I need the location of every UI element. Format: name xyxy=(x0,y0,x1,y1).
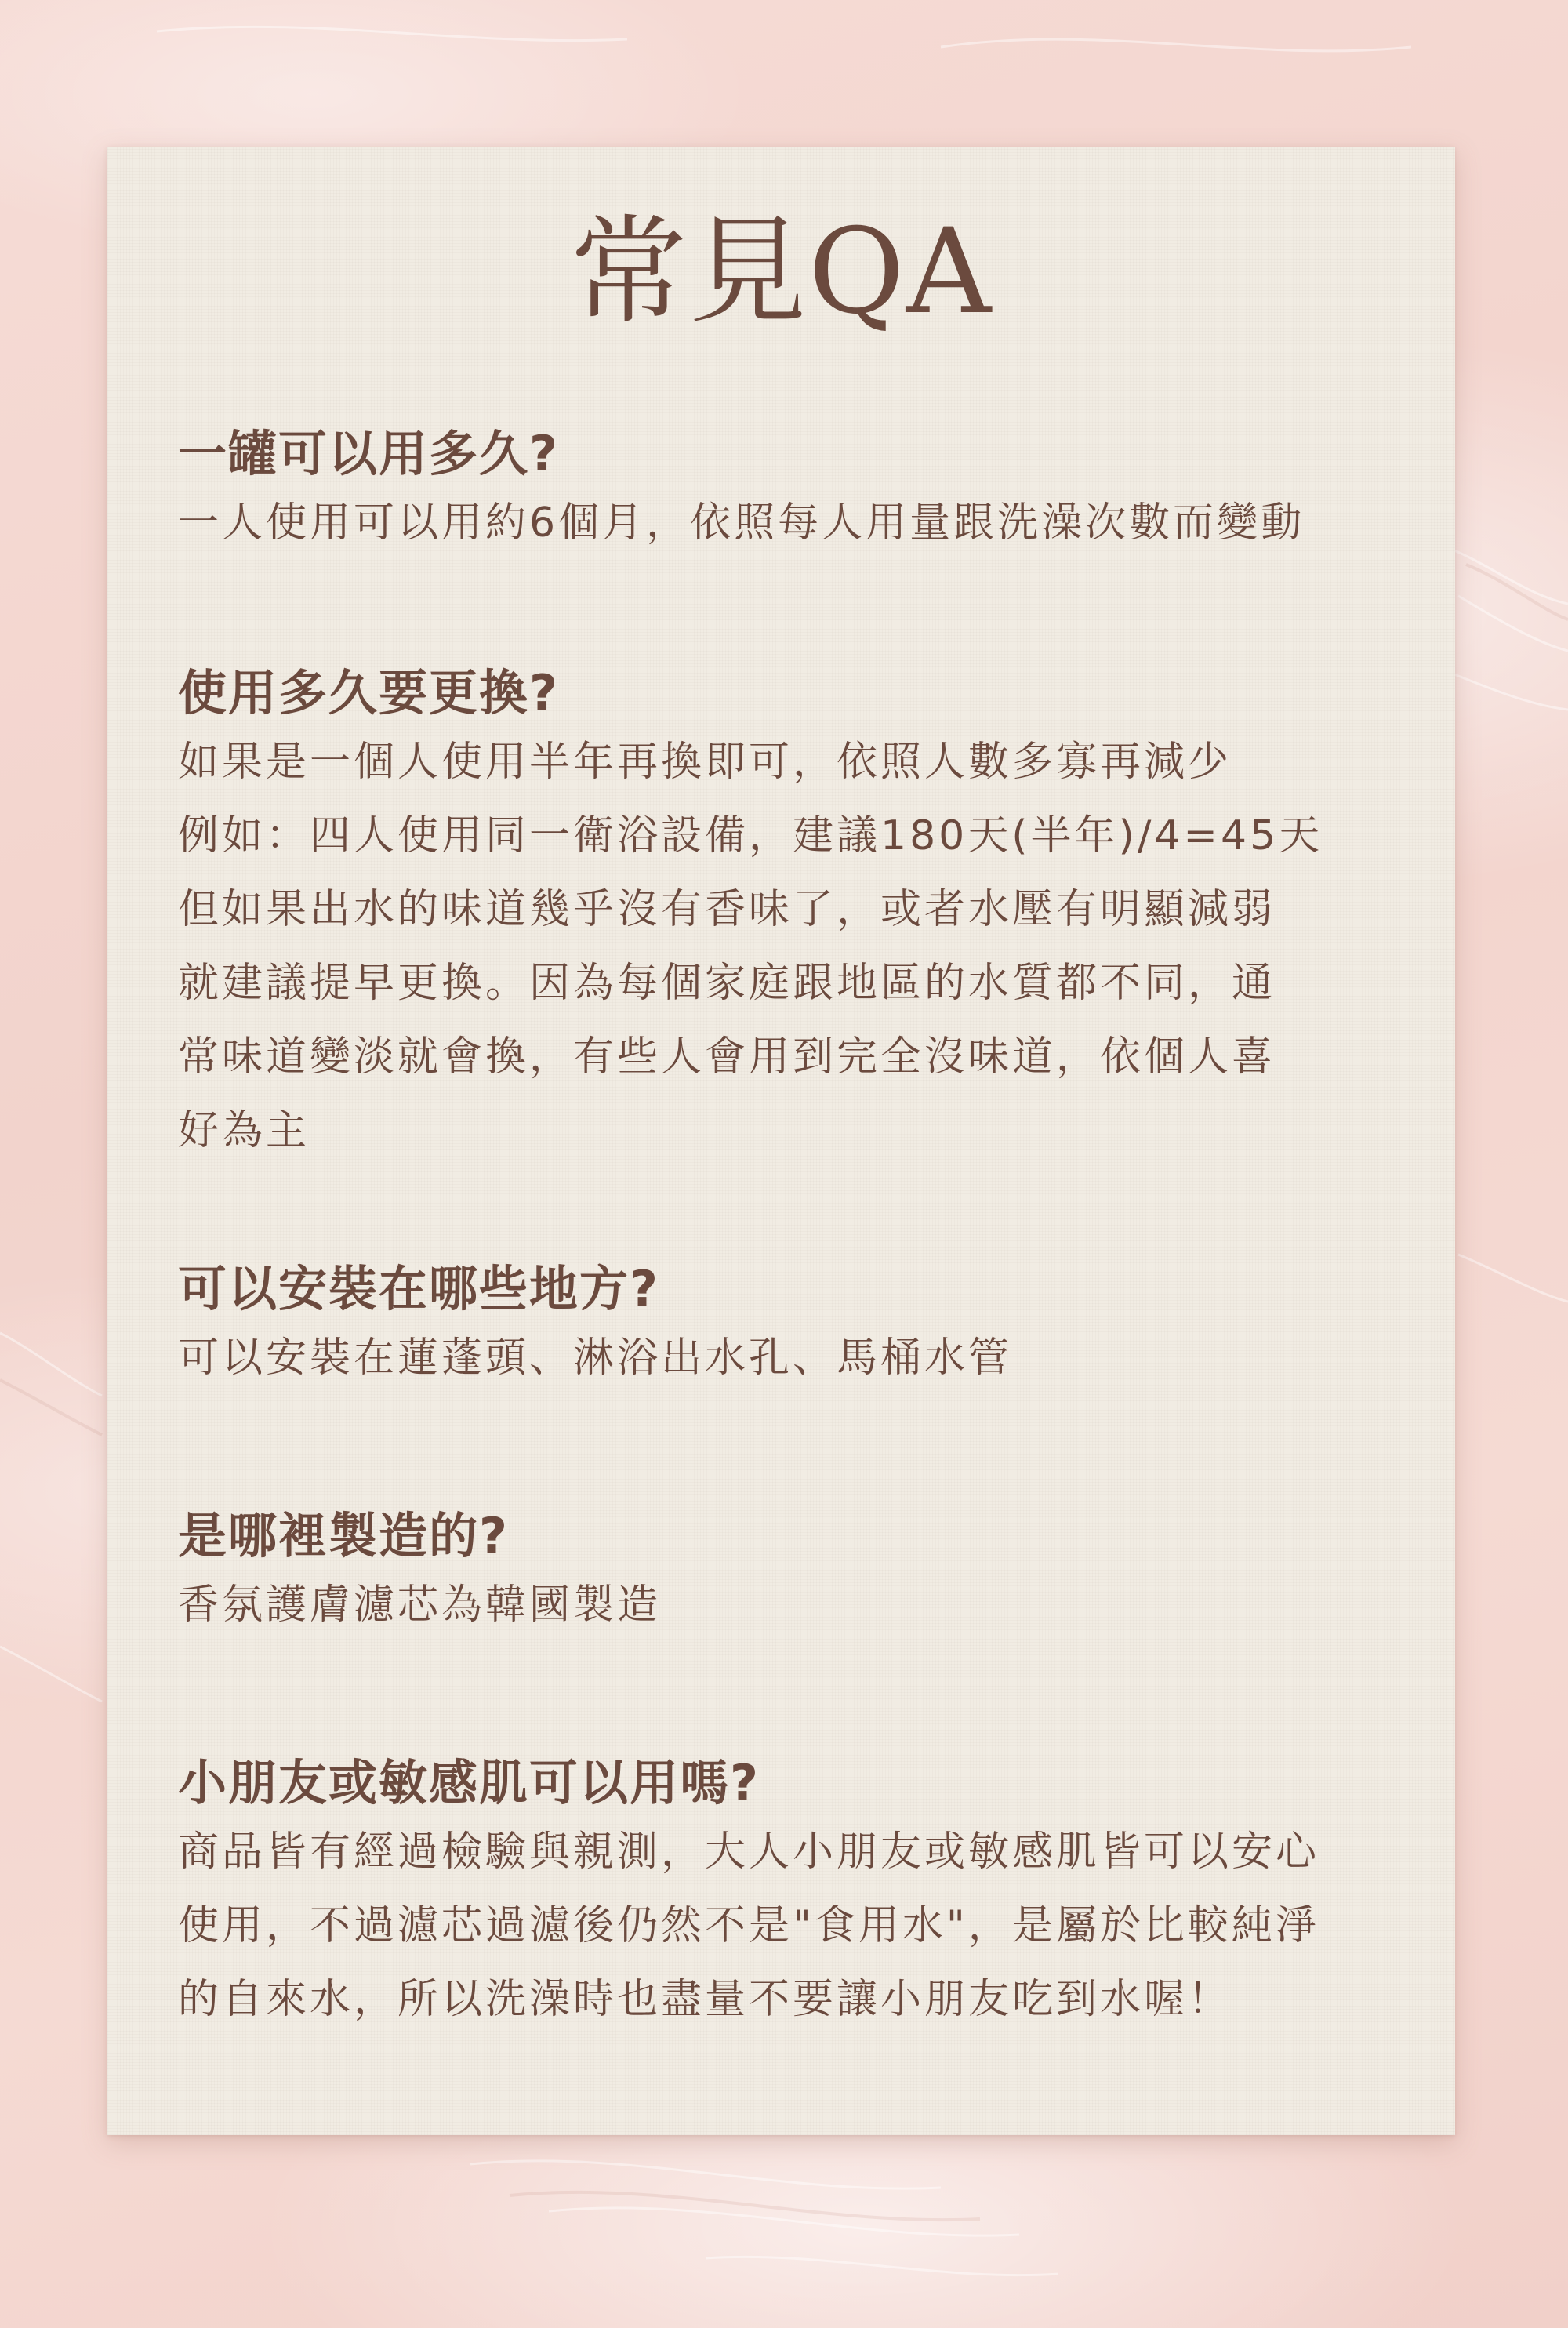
answer-line: 就建議提早更換。因為每個家庭跟地區的水質都不同，通 xyxy=(178,960,1276,1008)
answer-line: 例如：四人使用同一衛浴設備，建議180天(半年)/4=45天 xyxy=(178,812,1323,860)
answer-line: 商品皆有經過檢驗與親測，大人小朋友或敏感肌皆可以安心 xyxy=(178,1829,1320,1876)
answer-replacement xyxy=(178,725,1408,1168)
page-title: 常見QA xyxy=(569,204,993,340)
question-usage-duration: 一罐可以用多久? xyxy=(178,425,559,482)
answer-line: 香氛護膚濾芯為韓國製造 xyxy=(178,1582,662,1629)
answer-install-locations xyxy=(178,1321,1408,1395)
question-install-locations: 可以安裝在哪些地方? xyxy=(178,1260,659,1317)
answer-line: 但如果出水的味道幾乎沒有香味了，或者水壓有明顯減弱 xyxy=(178,886,1276,934)
qa-item xyxy=(178,1754,1408,2036)
answer-line: 一人使用可以用約6個月，依照每人用量跟洗澡次數而變動 xyxy=(178,499,1305,547)
answer-line: 可以安裝在蓮蓬頭、淋浴出水孔、馬桶水管 xyxy=(178,1335,1013,1382)
question-sensitive-skin: 小朋友或敏感肌可以用嗎? xyxy=(178,1754,760,1811)
answer-line: 使用，不過濾芯過濾後仍然不是"食用水"，是屬於比較純淨 xyxy=(178,1902,1319,1950)
qa-item xyxy=(178,664,1408,1168)
answer-line: 常味道變淡就會換，有些人會用到完全沒味道，依個人喜 xyxy=(178,1033,1276,1081)
answer-line: 如果是一個人使用半年再換即可，依照人數多寡再減少 xyxy=(178,739,1232,786)
answer-sensitive-skin xyxy=(178,1815,1408,2036)
qa-item xyxy=(178,1507,1408,1642)
question-origin: 是哪裡製造的? xyxy=(178,1507,509,1564)
qa-item xyxy=(178,1260,1408,1395)
question-replacement: 使用多久要更換? xyxy=(178,664,559,721)
answer-line: 好為主 xyxy=(178,1107,310,1155)
qa-card xyxy=(107,147,1455,2135)
qa-item xyxy=(178,425,1408,560)
answer-line: 的自來水，所以洗澡時也盡量不要讓小朋友吃到水喔！ xyxy=(178,1976,1232,2024)
answer-origin xyxy=(178,1568,1408,1642)
answer-usage-duration xyxy=(178,486,1408,560)
